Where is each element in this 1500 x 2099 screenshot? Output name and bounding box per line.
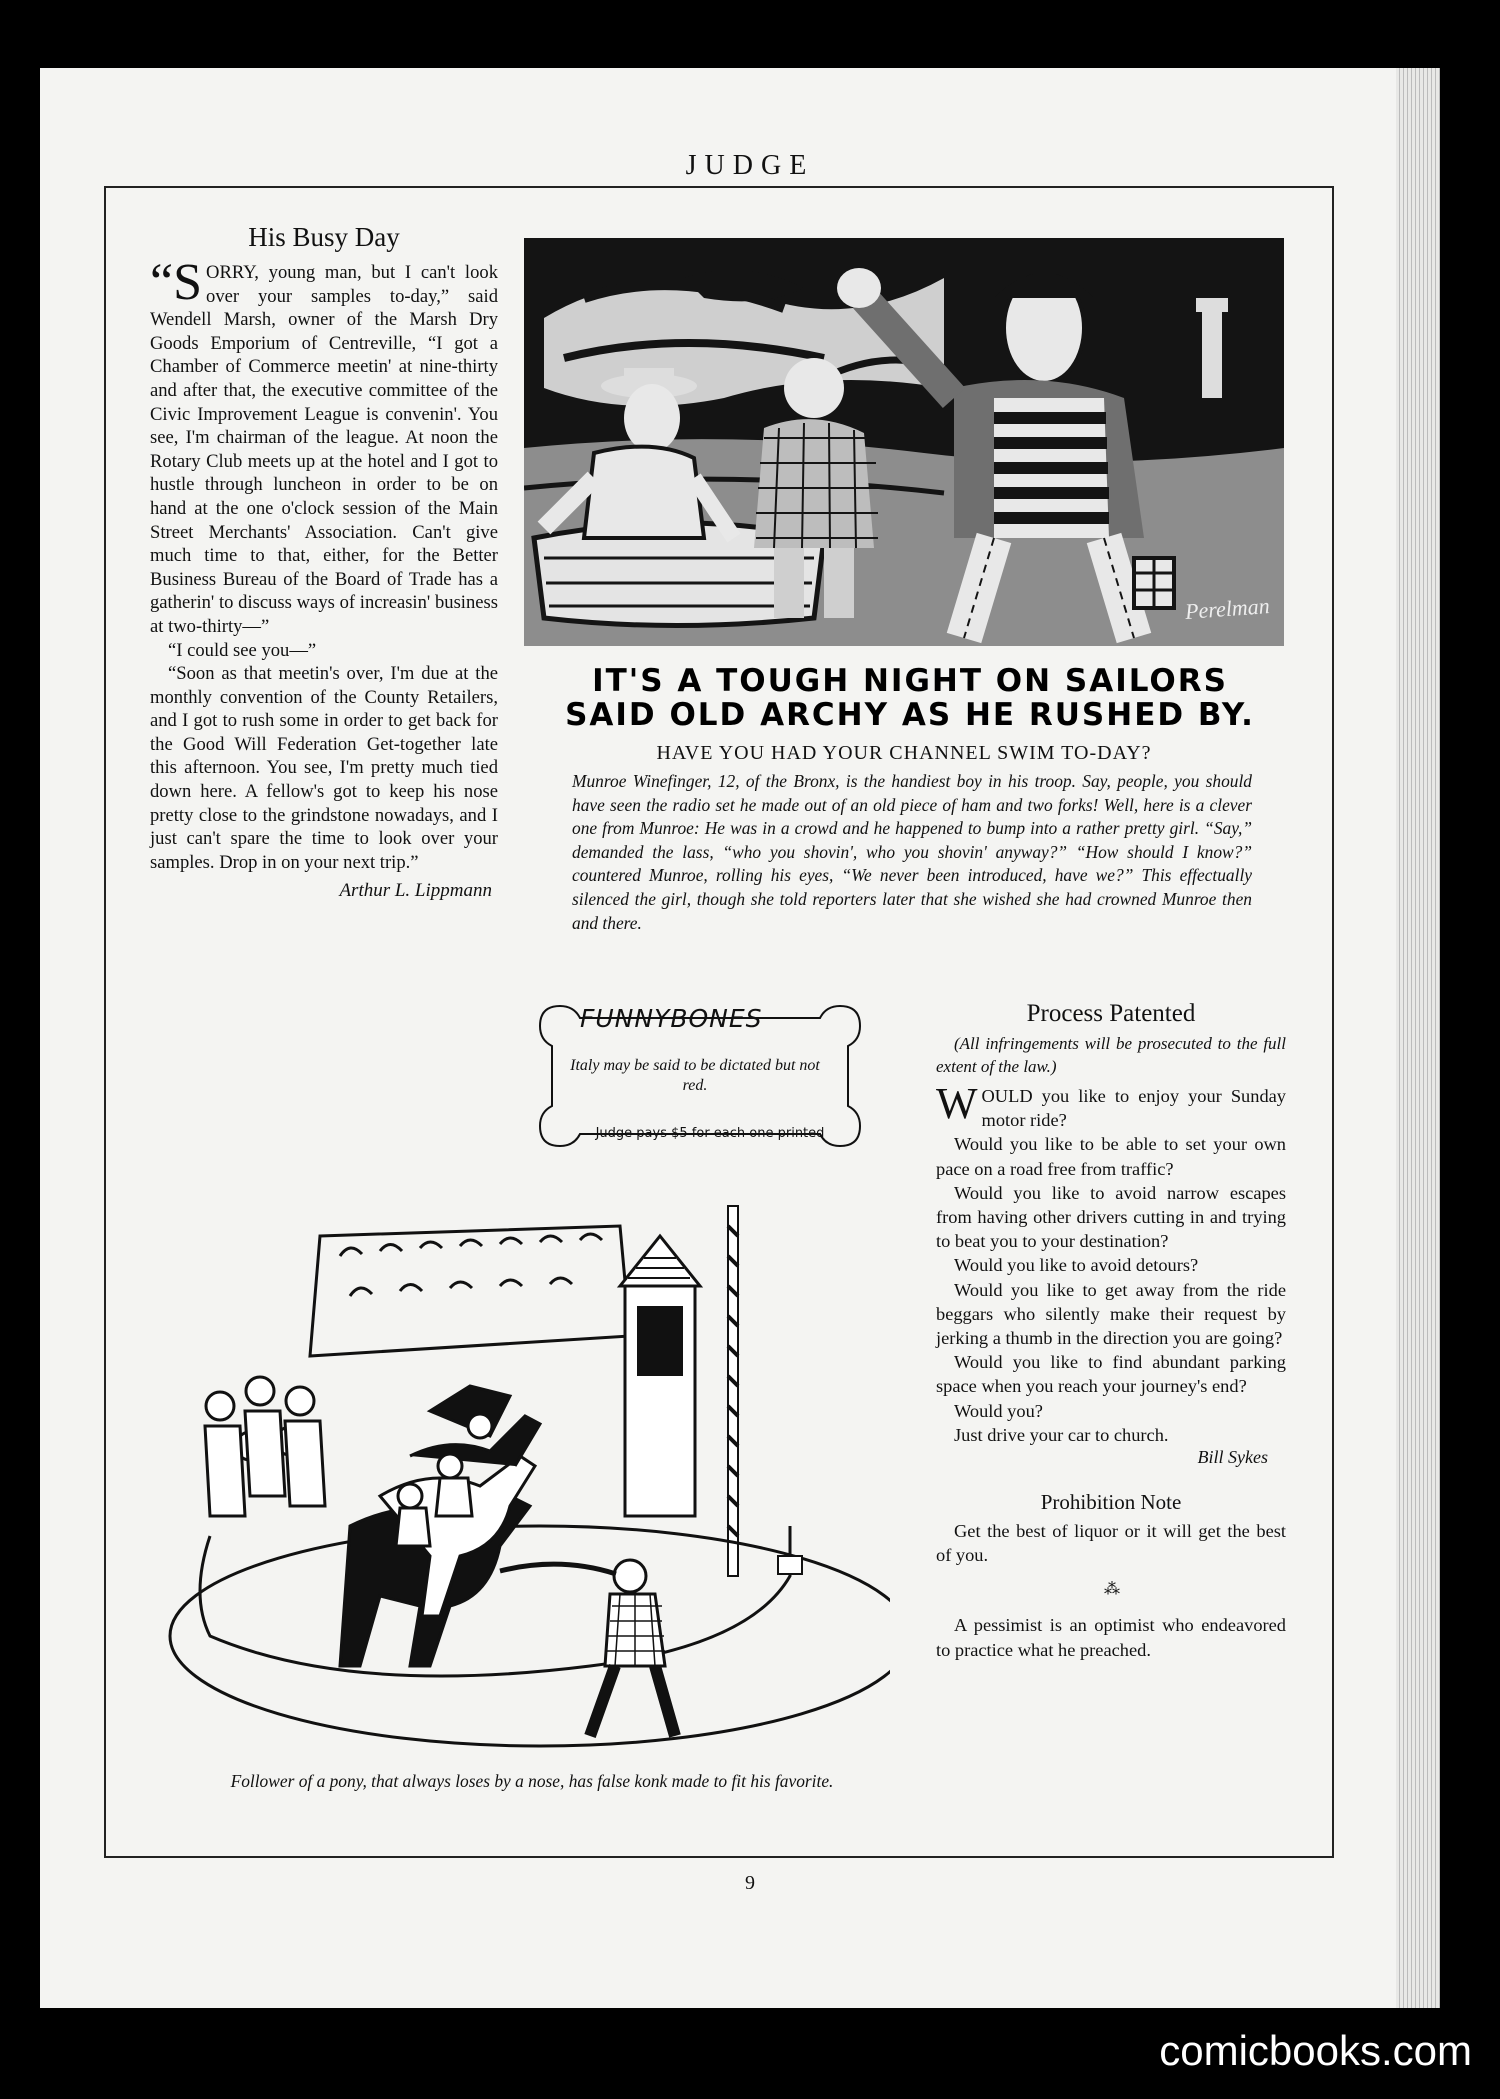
funnybones-joke: Italy may be said to be dictated but not red. [570,1057,820,1094]
busy-day-body [150,254,498,874]
process-patented-intro: (All infringements will be prosecuted to the full extent of the law.) [936,1034,1286,1076]
race-cartoon-caption: Follower of a pony, that always loses by a nose, has false konk made to fit his favorite. [230,1771,834,1791]
page-number: 9 [745,1872,755,1894]
process-line-8: Just drive your car to church. [954,1424,1169,1445]
woodcut-signature: Perelman [1184,593,1271,624]
busy-day-paragraph-1-text: young man, but I can't look over your samples to-day,” said Wendell Marsh, owner of the Marsh Dry Goods Emporium of Centreville, “I got a Chamber of Commerce meetin' at nine-thirty and after that, the executive committee of the Civic Improvement League is convenin'. You see, I'm chairman of the league. At noon the Rotary Club meets up at the hotel and I got to hustle through luncheon in order to be on hand at the one o'clock session of the Main Street Merchants' Association. Can't give much time to that, either, for the Better Business Bureau of the Board of Trade has a gatherin' to discuss ways of increasin' business at two-thirty—” [150,262,498,637]
busy-day-dropcap: “S [150,254,203,311]
busy-day-author: Arthur L. Lippmann [339,880,492,902]
pessimist-body [936,1613,1286,1661]
process-author: Bill Sykes [1197,1447,1268,1468]
sailor-woodcut-illustration [524,238,1284,646]
page-edges [1396,68,1440,2008]
funnybones-logo: FUNNYBONES [580,1004,763,1033]
running-head: JUDGE [685,150,815,181]
busy-day-lead-word: ORRY, [206,262,259,283]
process-line-2: Would you like to be able to set your own pace on a road free from traffic? [936,1134,1286,1179]
process-line-1-text: you like to enjoy your Sunday motor ride? [981,1086,1286,1131]
busy-day-title: His Busy Day [248,222,400,252]
busy-day-paragraph-1 [150,254,498,639]
process-line-4: Would you like to avoid detours? [954,1255,1199,1276]
channel-swim-text: Munroe Winefinger, 12, of the Bronx, is the handiest boy in his troop. Say, people, you should have seen the radio set he made out of an old piece of ham and two forks! Well, here is a clever one from Munroe: He was in a crowd and he happened to bump into a rather pretty girl. “Say,” demanded the lass, “who you shovin', who you shovin' anyway?” “How should I know?” countered Munroe, rolling his eyes, “We never been introduced, have we?” This effectually silenced the girl, though she told reporters later that she wished she had crowned Munroe then and there. [572,771,1252,933]
site-watermark: comicbooks.com [1159,2027,1472,2074]
prohibition-note-body [936,1519,1286,1567]
section-divider-asterism: ⁂ [1104,1581,1118,1599]
process-dropcap: W [936,1079,978,1128]
woodcut-caption-line-2: SAID OLD ARCHY AS HE RUSHED BY. [565,697,1255,733]
busy-day-paragraph-2: “I could see you—” [168,639,317,661]
right-column [936,1000,1286,1662]
prohibition-note-title: Prohibition Note [1040,1490,1182,1515]
process-patented-title: Process Patented [1026,1000,1196,1027]
busy-day-article [150,222,498,902]
racetrack-cartoon [150,1196,890,1766]
process-line-1 [936,1079,1286,1132]
process-line-6: Would you like to find abundant parking space when you reach your journey's end? [936,1352,1286,1397]
prohibition-note-text: Get the best of liquor or it will get the best of you. [936,1521,1286,1566]
funnybones-payment-note: Judge pays $5 for each one printed [595,1126,825,1141]
process-patented-body [936,1079,1286,1447]
funnybones-box [530,996,870,1154]
pessimist-text: A pessimist is an optimist who endeavored to practice what he preached. [936,1615,1286,1660]
busy-day-paragraph-3: “Soon as that meetin's over, I'm due at the monthly convention of the County Retailers, and I got to rush some in order to get back for the Good Will Federation Get-together late this afternoon. You see, I'm pretty much tied down here. A fellow's got to keep his nose pretty close to the grindstone nowadays, and I just can't spare the time to look over your samples. Drop in on your next trip.” [150,663,498,873]
process-line-7: Would you? [954,1400,1043,1421]
channel-swim-title: HAVE YOU HAD YOUR CHANNEL SWIM TO-DAY? [656,742,1152,764]
woodcut-caption [540,664,1280,732]
process-line-3: Would you like to avoid narrow escapes from having other drivers cutting in and trying to beat you to your destination? [936,1182,1286,1252]
woodcut-caption-line-1: IT'S A TOUGH NIGHT ON SAILORS [592,663,1228,699]
process-lead-word: OULD [981,1086,1033,1106]
process-line-5: Would you like to get away from the ride beggars who silently make their request by jerking a thumb in the direction you are going? [936,1279,1286,1349]
